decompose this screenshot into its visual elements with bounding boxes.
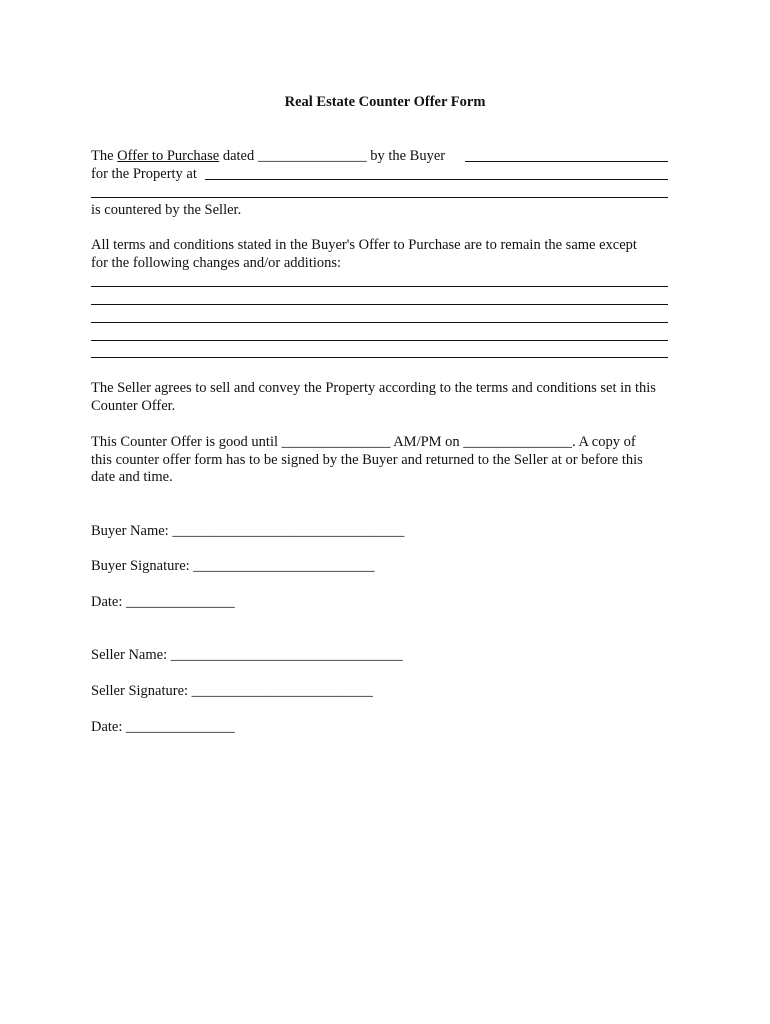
buyer-name-blank[interactable] <box>465 161 668 162</box>
changes-blank-4[interactable] <box>91 340 668 341</box>
changes-blank-5[interactable] <box>91 357 668 358</box>
agreement-line-1: The Seller agrees to sell and convey the Property according to the terms and conditions set in this <box>91 380 656 396</box>
intro-countered: is countered by the Seller. <box>91 202 242 218</box>
terms-line-2: for the following changes and/or additions: <box>91 255 342 271</box>
changes-blank-3[interactable] <box>91 322 668 323</box>
form-title: Real Estate Counter Offer Form <box>284 94 486 110</box>
intro-prefix: The <box>91 148 118 164</box>
seller-date-field[interactable]: Date: _______________ <box>91 719 235 735</box>
intro-dated: dated _______________ by the Buyer <box>219 148 446 164</box>
offer-to-purchase-link: Offer to Purchase <box>117 148 220 164</box>
terms-line-1: All terms and conditions stated in the Buyer's Offer to Purchase are to remain the same except <box>91 237 637 253</box>
intro-property-label: for the Property at <box>91 166 197 182</box>
buyer-date-field[interactable]: Date: _______________ <box>91 594 235 610</box>
seller-name-field[interactable]: Seller Name: ________________________________ <box>91 647 403 663</box>
property-address-blank-1[interactable] <box>205 179 668 180</box>
changes-blank-1[interactable] <box>91 286 668 287</box>
buyer-signature-field[interactable]: Buyer Signature: _________________________ <box>91 558 375 574</box>
validity-line-3: date and time. <box>91 469 173 485</box>
seller-signature-field[interactable]: Seller Signature: _________________________ <box>91 683 373 699</box>
buyer-name-field[interactable]: Buyer Name: ________________________________ <box>91 523 405 539</box>
validity-line-1: This Counter Offer is good until _______________ AM/PM on _______________. A copy of <box>91 434 636 450</box>
validity-line-2: this counter offer form has to be signed by the Buyer and returned to the Seller at or before this <box>91 452 643 468</box>
property-address-blank-2[interactable] <box>91 197 668 198</box>
intro-line-1 <box>91 147 445 165</box>
changes-blank-2[interactable] <box>91 304 668 305</box>
agreement-line-2: Counter Offer. <box>91 398 176 414</box>
